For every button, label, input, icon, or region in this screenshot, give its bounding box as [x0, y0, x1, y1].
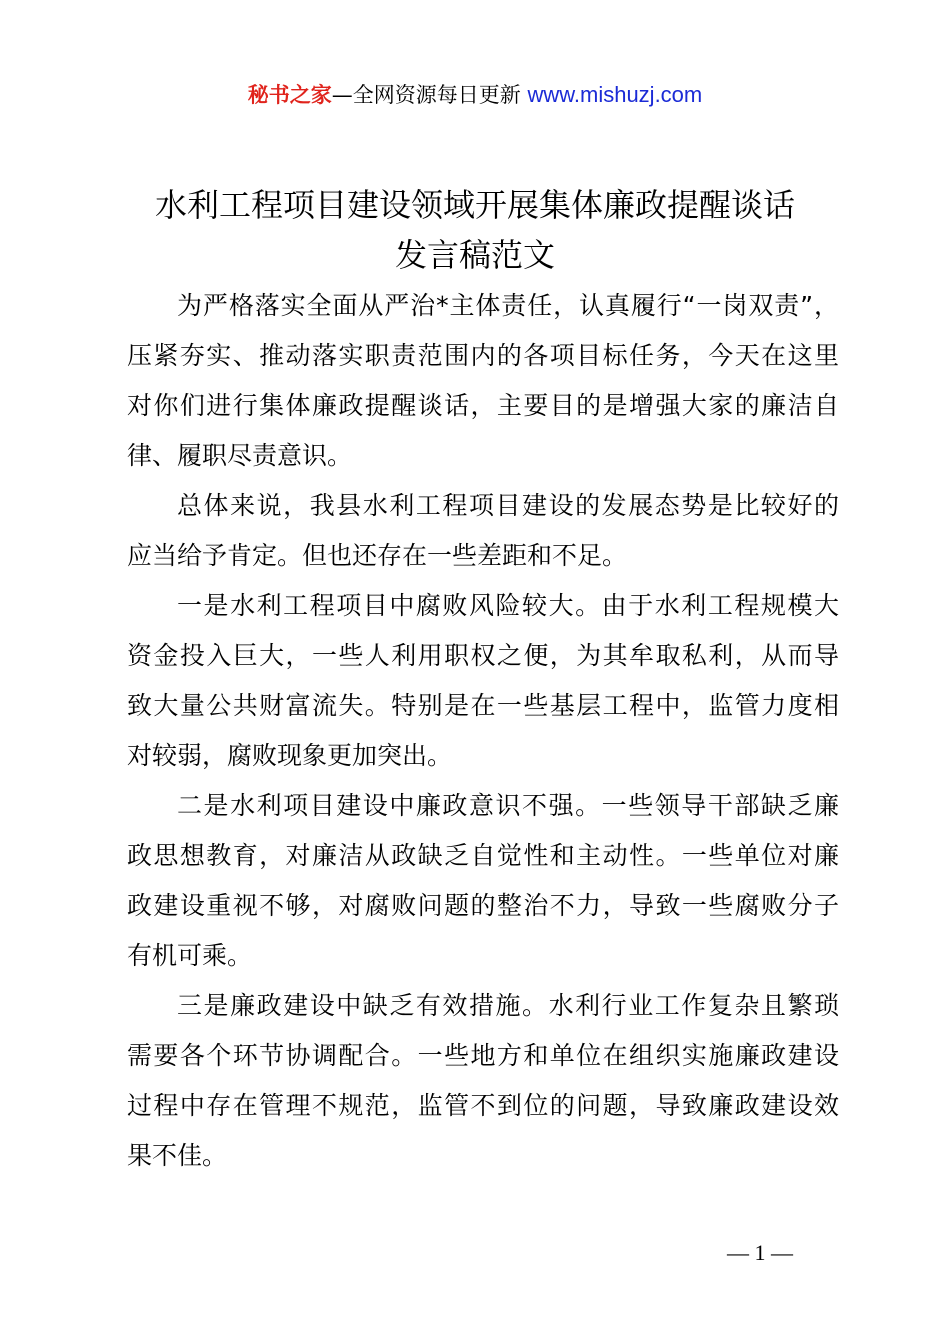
title-line-2: 发言稿范文	[394, 236, 555, 274]
brand-name: 秘书之家	[247, 83, 332, 107]
text-line: 果不佳。	[127, 1141, 228, 1170]
page-header	[0, 80, 950, 110]
text-line: 对你们进行集体廉政提醒谈话，主要目的是增强大家的廉洁自	[127, 391, 839, 420]
text-line: 一是水利工程项目中腐败风险较大。由于水利工程规模大	[177, 591, 839, 620]
paragraph-intro	[127, 281, 839, 481]
text-line: 二是水利项目建设中廉政意识不强。一些领导干部缺乏廉	[177, 791, 839, 820]
text-line: 过程中存在管理不规范，监管不到位的问题，导致廉政建设效	[127, 1091, 839, 1120]
text-line: 总体来说，我县水利工程项目建设的发展态势是比较好的	[177, 491, 839, 520]
text-line: 三是廉政建设中缺乏有效措施。水利行业工作复杂且繁琐	[177, 991, 839, 1020]
page-number: — 1 —	[727, 1240, 793, 1265]
text-line: 需要各个环节协调配合。一些地方和单位在组织实施廉政建设	[127, 1041, 839, 1070]
text-line: 政建设重视不够，对腐败问题的整治不力，导致一些腐败分子	[127, 891, 839, 920]
text-line: 对较弱，腐败现象更加突出。	[127, 741, 453, 770]
text-line: 致大量公共财富流失。特别是在一些基层工程中，监管力度相	[127, 691, 839, 720]
paragraph-point-1	[127, 581, 839, 781]
title-line-1: 水利工程项目建设领域开展集体廉政提醒谈话	[154, 186, 795, 224]
text-line: 政思想教育，对廉洁从政缺乏自觉性和主动性。一些单位对廉	[127, 841, 839, 870]
paragraph-overview	[127, 481, 839, 581]
text-line: 有机可乘。	[127, 941, 253, 970]
document-body	[127, 281, 839, 1181]
text-line: 资金投入巨大，一些人利用职权之便，为其牟取私利，从而导	[127, 641, 839, 670]
document-title	[100, 180, 850, 280]
header-tagline: —全网资源每日更新	[331, 83, 521, 107]
paragraph-point-3	[127, 981, 839, 1181]
text-line: 应当给予肯定。但也还存在一些差距和不足。	[127, 541, 628, 570]
site-link[interactable]: www.mishuzj.com	[527, 82, 703, 107]
text-line: 律、履职尽责意识。	[127, 441, 353, 470]
text-line: 为严格落实全面从严治*主体责任，认真履行“一岗双责”，	[177, 291, 839, 320]
text-line: 压紧夯实、推动落实职责范围内的各项目标任务，今天在这里	[127, 341, 839, 370]
paragraph-point-2	[127, 781, 839, 981]
